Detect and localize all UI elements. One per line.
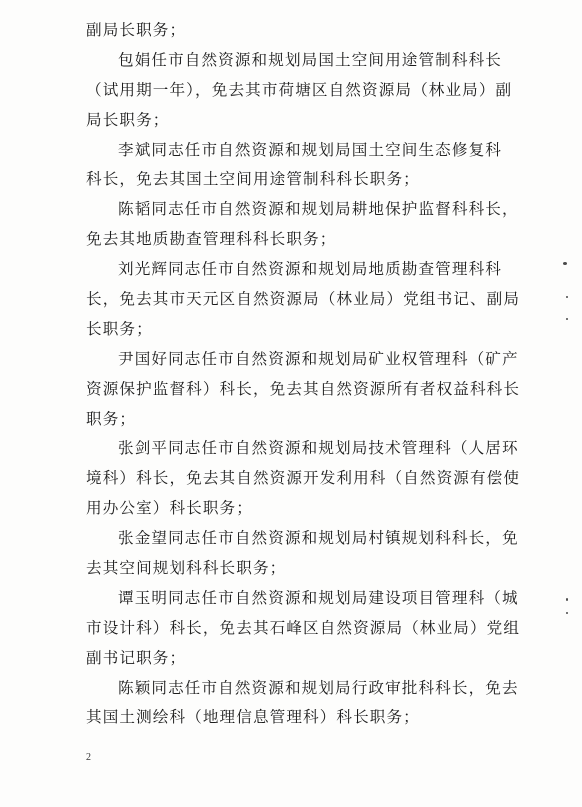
text-line: 局长职务； [86,110,170,129]
text-line: 其国土测绘科（地理信息管理科）科长职务； [86,708,420,727]
scan-mark [566,318,568,320]
appointment-notice-body [86,16,521,733]
text-line: 境科）科长，免去其自然资源开发利用科（自然资源有偿使 [86,469,521,488]
text-line: 用办公室）科长职务； [86,499,253,518]
page-number: 2 [86,752,91,763]
text-line: 李斌同志任市自然资源和规划局国土空间生态修复科 [118,140,502,159]
scan-mark [566,612,568,614]
text-line: 长职务； [86,319,153,338]
text-line: 尹国好同志任市自然资源和规划局矿业权管理科（矿产 [118,349,519,368]
text-line: 刘光辉同志任市自然资源和规划局地质勘查管理科科 [118,260,502,279]
text-line: 科长，免去其国土空间用途管制科科长职务； [86,170,420,189]
text-line: 去其空间规划科科长职务； [86,559,287,578]
text-line: 张金望同志任市自然资源和规划局村镇规划科科长，免 [118,529,519,548]
scan-mark [566,598,568,601]
text-line: 陈颖同志任市自然资源和规划局行政审批科科长，免去 [118,678,519,697]
text-line: 包娟任市自然资源和规划局国土空间用途管制科科长 [118,50,502,69]
text-line: 谭玉明同志任市自然资源和规划局建设项目管理科（城 [118,588,519,607]
text-line: 副局长职务； [86,21,187,39]
scan-mark [566,296,568,298]
text-line: （试用期一年），免去其市荷塘区自然资源局（林业局）副 [86,80,513,99]
scan-mark [563,262,567,265]
text-line: 副书记职务； [86,648,187,667]
text-line: 资源保护监督科）科长，免去其自然资源所有者权益科科长 [86,379,521,398]
text-line: 市设计科）科长，免去其石峰区自然资源局（林业局）党组 [86,618,521,637]
text-line: 张剑平同志任市自然资源和规划局技术管理科（人居环 [118,439,519,458]
text-line: 长，免去其市天元区自然资源局（林业局）党组书记、副局 [86,290,521,309]
text-line: 免去其地质勘查管理科科长职务； [86,230,337,249]
text-line: 陈韬同志任市自然资源和规划局耕地保护监督科科长， [118,200,519,219]
text-line: 职务； [86,409,137,428]
